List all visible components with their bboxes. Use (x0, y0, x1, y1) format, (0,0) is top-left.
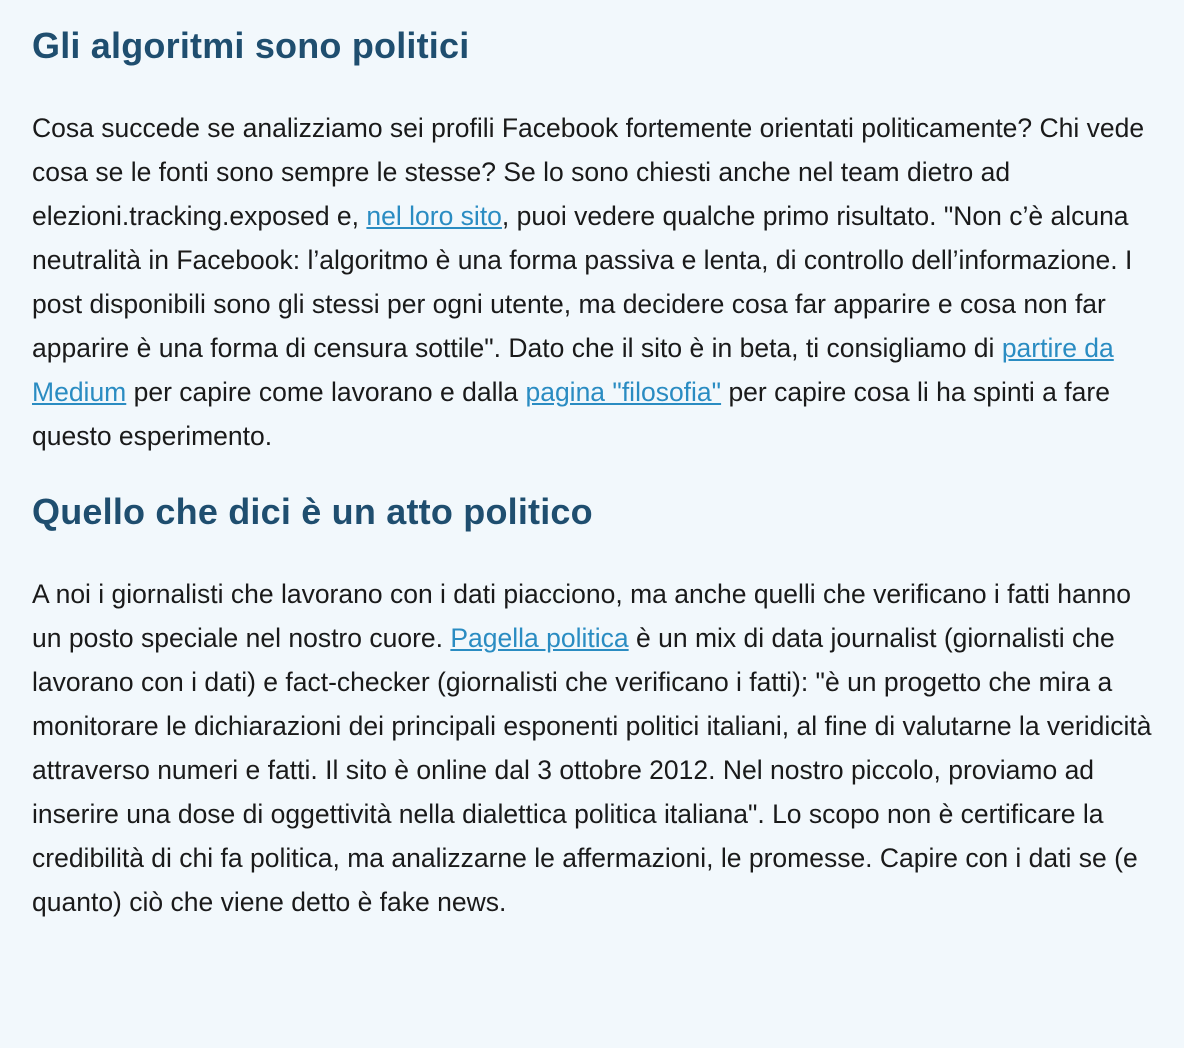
link-nel-loro-sito[interactable]: nel loro sito (366, 201, 502, 231)
paragraph-text: A noi i giornalisti che lavorano con i dati piacciono, ma anche quelli che verificano i fatti hanno un posto speciale nel nostro cuore. (32, 579, 1131, 653)
section-heading-algoritmi: Gli algoritmi sono politici (32, 25, 470, 66)
paragraph-text: Cosa succede se analizziamo sei profili Facebook fortemente orientati politicamente? Chi vede cosa se le fonti sono sempre le stesse? Se lo sono chiesti anche nel team dietro ad elezioni.tracking.exposed e, (32, 113, 1145, 231)
section-paragraph-algoritmi (32, 106, 1160, 458)
link-pagella-politica[interactable]: Pagella politica (450, 623, 629, 653)
paragraph-text: , puoi vedere qualche primo risultato. "Non c’è alcuna neutralità in Facebook: l’algoritmo è una forma passiva e lenta, di controllo dell’informazione. I post disponibili sono gli stessi per ogni utente, ma decidere cosa far apparire e cosa non far apparire è una forma di censura sottile". Dato che il sito è in beta, ti consigliamo di (32, 201, 1133, 363)
section-heading-atto-politico: Quello che dici è un atto politico (32, 491, 593, 532)
paragraph-text: è un mix di data journalist (giornalisti che lavorano con i dati) e fact-checker (giornalisti che verificano i fatti): "è un progetto che mira a monitorare le dichiarazioni dei principali esponenti politici italiani, al fine di valutarne la veridicità attraverso numeri e fatti. Il sito è online dal 3 ottobre 2012. Nel nostro piccolo, proviamo ad inserire una dose di oggettività nella dialettica politica italiana". Lo scopo non è certificare la credibilità di chi fa politica, ma analizzarne le affermazioni, le promesse. Capire con i dati se (e quanto) ciò che viene detto è fake news. (32, 623, 1152, 917)
link-pagina-filosofia[interactable]: pagina "filosofia" (525, 377, 722, 407)
paragraph-text: per capire cosa li ha spinti a fare questo esperimento. (32, 377, 1110, 451)
paragraph-text: per capire come lavorano e dalla (126, 377, 526, 407)
link-partire-da-medium[interactable]: partire da Medium (32, 333, 1114, 407)
section-paragraph-atto-politico (32, 572, 1160, 924)
